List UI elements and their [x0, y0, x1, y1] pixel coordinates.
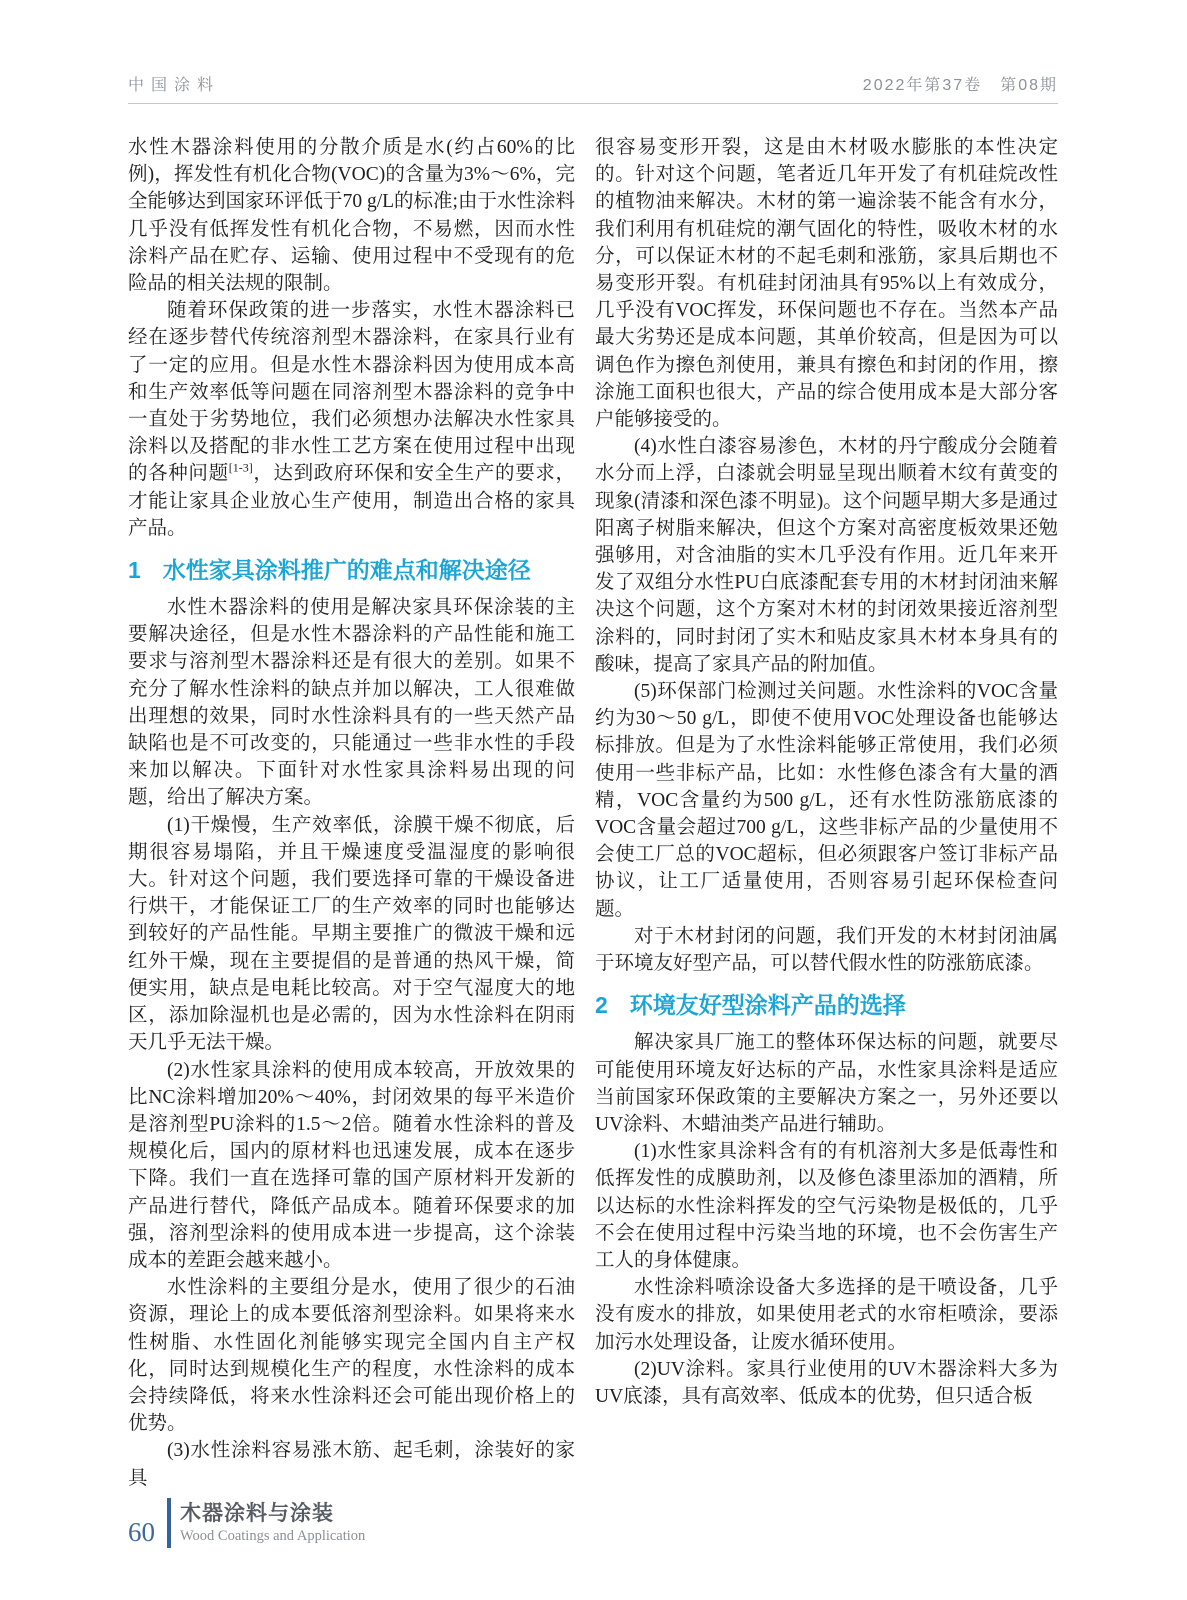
page-footer: [128, 1498, 365, 1548]
paragraph: [128, 297, 575, 542]
paragraph: (2)水性家具涂料的使用成本较高，开放效果的比NC涂料增加20%～40%，封闭效果的每平米造价是溶剂型PU涂料的1.5～2倍。随着水性涂料的普及规模化后，国内的原材料也迅速发展，成本在逐步下降。我们一直在选择可靠的国产原材料开发新的产品进行替代，降低产品成本。随着环保要求的加强，溶剂型涂料的使用成本进一步提高，这个涂装成本的差距会越来越小。: [128, 1059, 575, 1271]
citation-reference: [1-3]: [228, 460, 253, 475]
right-column: [595, 134, 1058, 1492]
paragraph: 很容易变形开裂，这是由木材吸水膨胀的本性决定的。针对这个问题，笔者近几年开发了有机硅烷改性的植物油来解决。木材的第一遍涂装不能含有水分，我们利用有机硅烷的潮气固化的特性，吸收木材的水分，可以保证木材的不起毛刺和涨筋，家具后期也不易变形开裂。有机硅封闭油具有95%以上有效成分，几乎没有VOC挥发，环保问题也不存在。当然本产品最大劣势还是成本问题，其单价较高，但是因为可以调色作为擦色剂使用，兼具有擦色和封闭的作用，擦涂施工面积也很大，产品的综合使用成本是大部分客户能够接受的。: [595, 137, 1058, 431]
journal-title: 中国涂料: [128, 77, 221, 94]
paragraph: 水性涂料的主要组分是水，使用了很少的石油资源，理论上的成本要低溶剂型涂料。如果将来水性树脂、水性固化剂能够实现完全国内自主产权化，同时达到规模化生产的程度，水性涂料的成本会持续降低，将来水性涂料还会可能出现价格上的优势。: [128, 1277, 575, 1435]
paragraph: 水性木器涂料使用的分散介质是水(约占60%的比例)，挥发性有机化合物(VOC)的含量为3%～6%，完全能够达到国家环评低于70 g/L的标准;由于水性涂料几乎没有低挥发性有机化合物，不易燃，因而水性涂料产品在贮存、运输、使用过程中不受现有的危险品的相关法规的限制。: [128, 137, 575, 295]
paragraph: 水性木器涂料的使用是解决家具环保涂装的主要解决途径，但是水性木器涂料的产品性能和施工要求与溶剂型木器涂料还是有很大的差别。如果不充分了解水性涂料的缺点并加以解决，工人很难做出理想的效果，同时水性涂料具有的一些天然产品缺陷也是不可改变的，只能通过一些非水性的手段来加以解决。下面针对水性家具涂料易出现的问题，给出了解决方案。: [128, 597, 575, 809]
paragraph: 对于木材封闭的问题，我们开发的木材封闭油属于环境友好型产品，可以替代假水性的防涨筋底漆。: [595, 925, 1058, 975]
section-title: 环境友好型涂料产品的选择: [629, 992, 906, 1019]
left-column: [128, 134, 575, 1492]
paragraph: (5)环保部门检测过关问题。水性涂料的VOC含量约为30～50 g/L，即使不使用VOC处理设备也能够达标排放。但是为了水性涂料能够正常使用，我们必须使用一些非标产品，比如：水性修色漆含有大量的酒精，VOC含量约为500 g/L，还有水性防涨筋底漆的VOC含量会超过700 g/L，这些非标产品的少量使用不会使工厂总的VOC超标，但必须跟客户签订非标产品协议，让工厂适量使用，否则容易引起环保检查问题。: [595, 681, 1058, 920]
paragraph: (1)水性家具涂料含有的有机溶剂大多是低毒性和低挥发性的成膜助剂，以及修色漆里添加的酒精，所以达标的水性涂料挥发的空气污染物是极低的，几乎不会在使用过程中污染当地的环境，也不会伤害生产工人的身体健康。: [595, 1141, 1058, 1271]
section-heading-1: [128, 555, 575, 585]
footer-section-title-cn: 木器涂料与涂装: [180, 1501, 334, 1525]
paragraph: (2)UV涂料。家具行业使用的UV木器涂料大多为UV底漆，具有高效率、低成本的优势，但只适合板: [595, 1358, 1058, 1407]
footer-section-titles: [180, 1501, 365, 1546]
footer-divider-bar: [167, 1498, 171, 1548]
section-title: 水性家具涂料推广的难点和解决途径: [162, 557, 531, 584]
paragraph: (1)干燥慢，生产效率低，涂膜干燥不彻底，后期很容易塌陷，并且干燥速度受温湿度的影响很大。针对这个问题，我们要选择可靠的干燥设备进行烘干，才能保证工厂的生产效率的同时也能够达到较好的产品性能。早期主要推广的微波干燥和远红外干燥，现在主要提倡的是普通的热风干燥，简便实用，缺点是电耗比较高。对于空气湿度大的地区，添加除湿机也是必需的，因为水性涂料在阴雨天几乎无法干燥。: [128, 814, 575, 1054]
paragraph: 水性涂料喷涂设备大多选择的是干喷设备，几乎没有废水的排放，如果使用老式的水帘柜喷涂，要添加污水处理设备，让废水循环使用。: [595, 1277, 1058, 1353]
issue-info: 2022年第37卷 第08期: [862, 77, 1058, 94]
paragraph: (3)水性涂料容易涨木筋、起毛刺，涂装好的家具: [128, 1440, 575, 1489]
page-header: [128, 72, 1058, 104]
footer-section-title-en: Wood Coatings and Application: [180, 1527, 366, 1544]
paragraph-text: ，达到政府环保和安全生产的要求，才能让家具企业放心生产使用，制造出合格的家具产品。: [128, 463, 575, 539]
section-number: 2: [595, 992, 608, 1019]
section-number: 1: [128, 557, 141, 584]
paragraph: (4)水性白漆容易渗色，木材的丹宁酸成分会随着水分而上浮，白漆就会明显呈现出顺着木纹有黄变的现象(清漆和深色漆不明显)。这个问题早期大多是通过阳离子树脂来解决，但这个方案对高密度板效果还勉强够用，对含油脂的实木几乎没有作用。近几年来开发了双组分水性PU白底漆配套专用的木材封闭油来解决这个问题，这个方案对木材的封闭效果接近溶剂型涂料的，同时封闭了实木和贴皮家具木材本身具有的酸味，提高了家具产品的附加值。: [595, 436, 1058, 675]
section-heading-2: [595, 990, 1058, 1020]
paragraph-text: 随着环保政策的进一步落实，水性木器涂料已经在逐步替代传统溶剂型木器涂料，在家具行业有了一定的应用。但是水性木器涂料因为使用成本高和生产效率低等问题在同溶剂型木器涂料的竞争中一直处于劣势地位，我们必须想办法解决水性家具涂料以及搭配的非水性工艺方案在使用过程中出现的各种问题: [128, 300, 575, 485]
paragraph: 解决家具厂施工的整体环保达标的问题，就要尽可能使用环境友好达标的产品，水性家具涂料是适应当前国家环保政策的主要解决方案之一，另外还要以UV涂料、木蜡油类产品进行辅助。: [595, 1032, 1058, 1135]
article-body: [128, 134, 1058, 1492]
page-number: 60: [128, 1517, 155, 1547]
